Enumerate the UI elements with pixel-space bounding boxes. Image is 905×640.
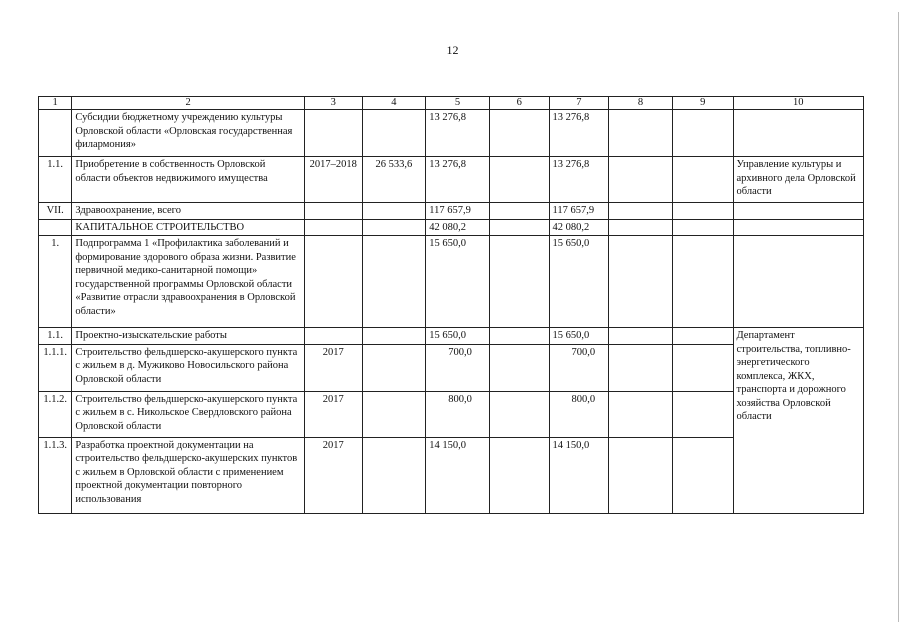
department-cell: Управление культуры и архивного дела Орловской области — [733, 157, 863, 203]
period-cell: 2017 — [304, 391, 362, 437]
row-number: 1.1.3. — [39, 437, 72, 513]
value-cell — [609, 203, 673, 220]
table-row — [39, 203, 864, 220]
value-cell — [489, 157, 549, 203]
header-cell: 6 — [489, 97, 549, 110]
header-cell: 9 — [672, 97, 733, 110]
row-number: 1. — [39, 236, 72, 328]
row-number: 1.1. — [39, 328, 72, 345]
period-cell — [304, 203, 362, 220]
value-cell — [609, 157, 673, 203]
cost-cell — [362, 236, 426, 328]
amount-cell: 15 650,0 — [549, 236, 609, 328]
value-cell — [672, 157, 733, 203]
value-cell — [489, 219, 549, 236]
table-row — [39, 328, 864, 345]
cost-cell — [362, 344, 426, 391]
value-cell — [489, 203, 549, 220]
row-title: Строительство фельдшерско-акушерского пункта с жильем в д. Мужиково Новосильского района Орловской области — [72, 344, 305, 391]
program-table — [38, 96, 864, 514]
department-cell — [733, 203, 863, 220]
value-cell — [489, 236, 549, 328]
value-cell — [609, 437, 673, 513]
period-cell — [304, 110, 362, 157]
row-number: VII. — [39, 203, 72, 220]
value-cell — [672, 391, 733, 437]
amount-cell: 13 276,8 — [426, 157, 490, 203]
period-cell — [304, 236, 362, 328]
row-number — [39, 219, 72, 236]
row-number: 1.1.2. — [39, 391, 72, 437]
header-cell: 7 — [549, 97, 609, 110]
row-title: Подпрограмма 1 «Профилактика заболеваний и формирование здорового образа жизни. Развитие первичной медико-санитарной помощи» государственной программы Орловской области «Развитие отрасли здравоохранения в Орловской области» — [72, 236, 305, 328]
row-title: Здравоохранение, всего — [72, 203, 305, 220]
amount-cell: 13 276,8 — [549, 157, 609, 203]
department-cell — [733, 236, 863, 328]
value-cell — [672, 219, 733, 236]
value-cell — [609, 344, 673, 391]
value-cell — [489, 437, 549, 513]
value-cell — [672, 110, 733, 157]
cost-cell — [362, 219, 426, 236]
page-number: 12 — [446, 43, 459, 57]
header-cell: 8 — [609, 97, 673, 110]
cost-cell — [362, 391, 426, 437]
row-title: Проектно-изыскательские работы — [72, 328, 305, 345]
value-cell — [489, 110, 549, 157]
table-row — [39, 219, 864, 236]
cost-cell — [362, 328, 426, 345]
amount-cell: 117 657,9 — [426, 203, 490, 220]
value-cell — [609, 219, 673, 236]
cost-cell — [362, 203, 426, 220]
value-cell — [489, 344, 549, 391]
amount-cell: 800,0 — [549, 391, 609, 437]
period-cell: 2017 — [304, 437, 362, 513]
period-cell — [304, 328, 362, 345]
amount-cell: 700,0 — [426, 344, 490, 391]
amount-cell: 15 650,0 — [549, 328, 609, 345]
amount-cell: 15 650,0 — [426, 328, 490, 345]
row-number: 1.1.1. — [39, 344, 72, 391]
value-cell — [672, 437, 733, 513]
amount-cell: 700,0 — [549, 344, 609, 391]
value-cell — [672, 236, 733, 328]
value-cell — [609, 236, 673, 328]
period-cell: 2017 — [304, 344, 362, 391]
amount-cell: 13 276,8 — [549, 110, 609, 157]
header-cell: 3 — [304, 97, 362, 110]
cost-cell: 26 533,6 — [362, 157, 426, 203]
cost-cell — [362, 437, 426, 513]
row-title: КАПИТАЛЬНОЕ СТРОИТЕЛЬСТВО — [72, 219, 305, 236]
department-merged-cell: Департамент строительства, топливно-энергетического комплекса, ЖКХ, транспорта и дорожного хозяйства Орловской области — [733, 328, 863, 514]
row-title: Субсидии бюджетному учреждению культуры Орловской области «Орловская государственная филармония» — [72, 110, 305, 157]
row-title: Разработка проектной документации на строительство фельдшерско-акушерских пунктов с жильем в Орловской области с применением проектной документации повторного использования — [72, 437, 305, 513]
header-cell: 4 — [362, 97, 426, 110]
row-number — [39, 110, 72, 157]
table-row — [39, 236, 864, 328]
value-cell — [489, 391, 549, 437]
row-title: Приобретение в собственность Орловской области объектов недвижимого имущества — [72, 157, 305, 203]
period-cell — [304, 219, 362, 236]
amount-cell: 14 150,0 — [549, 437, 609, 513]
value-cell — [672, 203, 733, 220]
row-title: Строительство фельдшерско-акушерского пункта с жильем в с. Никольское Свердловского района Орловской области — [72, 391, 305, 437]
value-cell — [609, 110, 673, 157]
value-cell — [672, 344, 733, 391]
value-cell — [609, 391, 673, 437]
value-cell — [489, 328, 549, 345]
header-cell: 5 — [426, 97, 490, 110]
amount-cell: 117 657,9 — [549, 203, 609, 220]
value-cell — [672, 328, 733, 345]
department-cell — [733, 219, 863, 236]
header-cell: 10 — [733, 97, 863, 110]
amount-cell: 13 276,8 — [426, 110, 490, 157]
period-cell: 2017–2018 — [304, 157, 362, 203]
row-number: 1.1. — [39, 157, 72, 203]
scan-edge-line — [898, 12, 899, 622]
header-row — [39, 97, 864, 110]
amount-cell: 15 650,0 — [426, 236, 490, 328]
header-cell: 1 — [39, 97, 72, 110]
header-cell: 2 — [72, 97, 305, 110]
value-cell — [609, 328, 673, 345]
amount-cell: 14 150,0 — [426, 437, 490, 513]
table-row — [39, 157, 864, 203]
department-cell — [733, 110, 863, 157]
cost-cell — [362, 110, 426, 157]
amount-cell: 42 080,2 — [426, 219, 490, 236]
amount-cell: 42 080,2 — [549, 219, 609, 236]
amount-cell: 800,0 — [426, 391, 490, 437]
table-row — [39, 110, 864, 157]
